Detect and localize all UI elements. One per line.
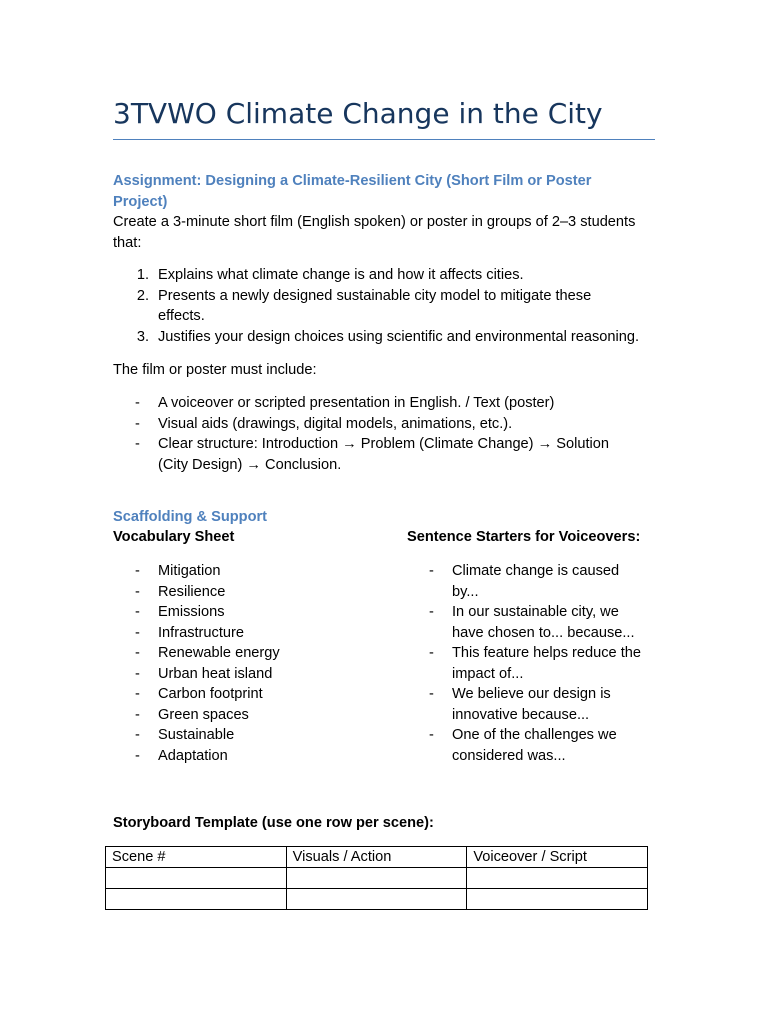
vocab-term: Resilience	[158, 583, 226, 600]
task-number: 2.	[136, 287, 149, 304]
requirement-text: Visual aids (drawings, digital models, animations, etc.).	[158, 415, 513, 432]
dash-bullet: -	[135, 747, 140, 764]
assignment-heading-line-1: Assignment: Designing a Climate-Resilient City (Short Film or Poster	[113, 173, 592, 189]
vocab-item	[113, 684, 373, 705]
vocabulary-sheet-label: Vocabulary Sheet	[113, 529, 235, 545]
dash-bullet: -	[135, 415, 140, 432]
column-header-visuals: Visuals / Action	[286, 847, 467, 868]
vocab-term: Carbon footprint	[158, 686, 263, 702]
vocab-term: Infrastructure	[158, 624, 244, 641]
task-text: Explains what climate change is and how it affects cities.	[158, 267, 524, 283]
vocab-term: Urban heat island	[158, 665, 273, 682]
dash-bullet: -	[135, 583, 140, 600]
starter-item	[407, 684, 667, 725]
assignment-intro	[113, 212, 663, 253]
dash-bullet: -	[429, 686, 434, 702]
table-row	[106, 889, 648, 910]
task-text-continued: effects.	[158, 308, 205, 324]
requirement-item	[113, 393, 673, 414]
vocab-item	[113, 705, 373, 726]
vocab-term: Mitigation	[158, 563, 221, 579]
table-cell[interactable]	[286, 889, 467, 910]
vocab-term: Green spaces	[158, 706, 249, 723]
column-header-scene: Scene #	[106, 847, 287, 868]
assignment-intro-line-1: Create a 3-minute short film (English spoken) or poster in groups of 2–3 students	[113, 214, 636, 230]
starter-text-continued: innovative because...	[452, 706, 590, 723]
dash-bullet: -	[429, 645, 434, 661]
sentence-starters-label: Sentence Starters for Voiceovers:	[407, 529, 641, 545]
starter-item	[407, 725, 667, 766]
vocab-item	[113, 725, 373, 746]
vocab-term: Renewable energy	[158, 645, 280, 661]
dash-bullet: -	[135, 563, 140, 579]
starter-text-continued: considered was...	[452, 747, 566, 764]
storyboard-label: Storyboard Template (use one row per scene):	[113, 815, 434, 831]
table-cell[interactable]	[106, 868, 287, 889]
table-header-row	[106, 847, 648, 868]
task-number: 1.	[136, 267, 149, 283]
scaffolding-heading: Scaffolding & Support	[113, 509, 268, 525]
task-item	[113, 327, 673, 348]
task-number: 3.	[136, 328, 149, 345]
starter-text: Climate change is caused	[452, 563, 620, 579]
requirements-list	[113, 393, 673, 475]
dash-bullet: -	[135, 604, 140, 620]
task-list	[113, 265, 673, 347]
storyboard-table	[105, 846, 648, 910]
dash-bullet: -	[429, 727, 434, 743]
requirement-text: A voiceover or scripted presentation in English. / Text (poster)	[158, 395, 555, 411]
starter-text: One of the challenges we	[452, 727, 617, 743]
task-text: Presents a newly designed sustainable city model to mitigate these	[158, 287, 592, 304]
dash-bullet: -	[135, 645, 140, 661]
starter-item	[407, 643, 667, 684]
assignment-intro-line-2: that:	[113, 234, 142, 251]
requirement-text: Clear structure: Introduction → Problem (Climate Change) → Solution	[158, 436, 609, 452]
requirement-item	[113, 414, 673, 435]
vocab-term: Sustainable	[158, 727, 235, 743]
starter-text: In our sustainable city, we	[452, 604, 619, 620]
dash-bullet: -	[135, 706, 140, 723]
table-row	[106, 868, 648, 889]
dash-bullet: -	[429, 604, 434, 620]
vocabulary-list	[113, 561, 373, 766]
requirement-text-continued: (City Design) → Conclusion.	[158, 456, 342, 473]
dash-bullet: -	[135, 436, 140, 452]
assignment-heading	[113, 171, 591, 212]
starter-item	[407, 561, 667, 602]
vocab-item	[113, 561, 373, 582]
table-cell[interactable]	[467, 889, 648, 910]
starter-text-continued: have chosen to... because...	[452, 624, 635, 641]
vocab-term: Adaptation	[158, 747, 228, 764]
requirement-item	[113, 434, 673, 475]
starter-item	[407, 602, 667, 643]
dash-bullet: -	[135, 665, 140, 682]
starter-text-continued: by...	[452, 583, 479, 600]
table-cell[interactable]	[286, 868, 467, 889]
vocab-term: Emissions	[158, 604, 225, 620]
vocab-item	[113, 602, 373, 623]
assignment-heading-line-2: Project)	[113, 193, 168, 210]
title-underline	[113, 139, 655, 140]
table-cell[interactable]	[467, 868, 648, 889]
vocab-item	[113, 746, 373, 767]
dash-bullet: -	[429, 563, 434, 579]
dash-bullet: -	[135, 686, 140, 702]
task-item	[113, 286, 673, 327]
dash-bullet: -	[135, 395, 140, 411]
vocab-item	[113, 664, 373, 685]
dash-bullet: -	[135, 624, 140, 641]
vocab-item	[113, 582, 373, 603]
starter-text-continued: impact of...	[452, 665, 524, 682]
starter-text: This feature helps reduce the	[452, 645, 642, 661]
vocab-item	[113, 643, 373, 664]
page-title: 3TVWO Climate Change in the City	[113, 97, 603, 130]
vocab-item	[113, 623, 373, 644]
dash-bullet: -	[135, 727, 140, 743]
task-item	[113, 265, 673, 286]
column-header-voiceover: Voiceover / Script	[467, 847, 648, 868]
starter-text: We believe our design is	[452, 686, 611, 702]
sentence-starters-list	[407, 561, 667, 766]
must-include-label: The film or poster must include:	[113, 362, 317, 378]
task-text: Justifies your design choices using scientific and environmental reasoning.	[158, 328, 640, 345]
table-cell[interactable]	[106, 889, 287, 910]
